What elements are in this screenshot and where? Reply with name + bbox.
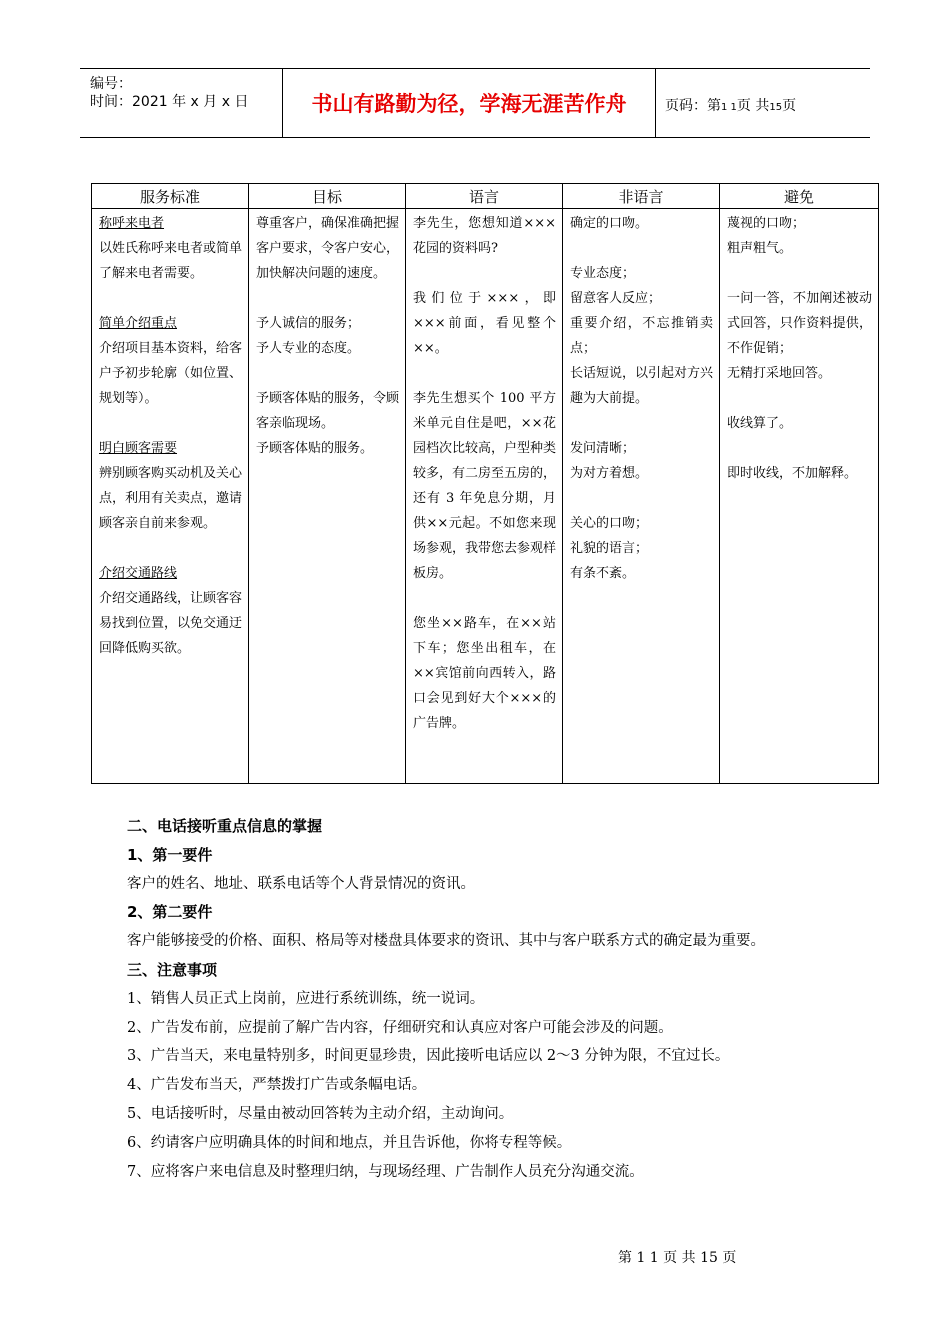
language-text: 您坐××路车，在××站下车；您坐出租车，在××宾馆前向西转入，路口会见到好大个×××的广告牌。 xyxy=(413,616,556,731)
header-non-language: 非语言 xyxy=(563,184,720,209)
note-item: 4、广告发布当天，严禁拨打广告或条幅电话。 xyxy=(127,1077,427,1094)
page-header xyxy=(80,68,870,138)
service-standard-table xyxy=(91,183,879,784)
non-language-text: 礼貌的语言； xyxy=(570,541,649,556)
time-label: 时间：2021 年 x 月 x 日 xyxy=(90,94,249,110)
goal-text: 尊重客户，确保准确把握客户要求，令客户安心，加快解决问题的速度。 xyxy=(256,216,400,281)
non-language-text: 发问清晰； xyxy=(570,441,636,456)
language-text: 李先生想买个 100 平方米单元自住是吧，××花园档次比较高，户型种类较多，有二房至五房的，还有 3 年免息分期，月供××元起。不如您来现场参观，我带您去参观样板房。 xyxy=(413,391,557,581)
note-item: 3、广告当天，来电量特别多，时间更显珍贵，因此接听电话应以 2～3 分钟为限，不宜过长。 xyxy=(127,1048,730,1065)
sub-heading: 2、第二要件 xyxy=(127,903,213,922)
page-number-header xyxy=(665,95,796,115)
cell-non-language xyxy=(563,209,720,784)
header-language: 语言 xyxy=(406,184,563,209)
table-header-row xyxy=(92,184,879,209)
goal-text: 予人诚信的服务； xyxy=(256,316,361,331)
cell-avoid xyxy=(720,209,879,784)
standard-title: 简单介绍重点 xyxy=(99,316,178,331)
sub-heading: 1、第一要件 xyxy=(127,845,213,864)
note-item: 1、销售人员正式上岗前，应进行系统训练，统一说词。 xyxy=(127,990,485,1007)
number-label: 编号： xyxy=(90,76,132,92)
note-item: 2、广告发布前，应提前了解广告内容，仔细研究和认真应对客户可能会涉及的问题。 xyxy=(127,1019,673,1036)
non-language-text: 长话短说，以引起对方兴趣为大前提。 xyxy=(570,366,714,406)
avoid-text: 无精打采地回答。 xyxy=(727,366,832,381)
non-language-text: 有条不紊。 xyxy=(570,566,636,581)
note-item: 6、约请客户应明确具体的时间和地点，并且告诉他，你将专程等候。 xyxy=(127,1134,572,1151)
standard-text: 以姓氏称呼来电者或简单了解来电者需要。 xyxy=(99,241,243,281)
standard-text: 辨别顾客购买动机及关心点，利用有关卖点，邀请顾客亲自前来参观。 xyxy=(99,466,243,531)
section-heading: 二、电话接听重点信息的掌握 xyxy=(127,817,323,835)
page-suffix: 页 xyxy=(782,98,797,114)
page-footer: 第 1 1 页 共 15 页 xyxy=(618,1250,737,1266)
paragraph: 客户的姓名、地址、联系电话等个人背景情况的资讯。 xyxy=(127,875,475,892)
avoid-text: 即时收线，不加解释。 xyxy=(727,466,858,481)
page-prefix: 页码：第 xyxy=(665,98,721,114)
standard-title: 明白顾客需要 xyxy=(99,441,178,456)
motto: 书山有路勤为径，学海无涯苦作舟 xyxy=(311,92,627,116)
header-motto-cell xyxy=(282,69,656,137)
cell-service-standard xyxy=(92,209,249,784)
non-language-text: 重要介绍，不忘推销卖点； xyxy=(570,316,713,356)
header-meta xyxy=(80,69,282,137)
cell-goal xyxy=(249,209,406,784)
non-language-text: 确定的口吻。 xyxy=(570,216,649,231)
cell-language xyxy=(406,209,563,784)
note-item: 5、电话接听时，尽量由被动回答转为主动介绍，主动询问。 xyxy=(127,1105,514,1122)
non-language-text: 留意客人反应； xyxy=(570,291,662,306)
non-language-text: 关心的口吻； xyxy=(570,516,649,531)
non-language-text: 专业态度； xyxy=(570,266,636,281)
language-text: 李先生，您想知道×××花园的资料吗? xyxy=(413,216,556,256)
header-goal: 目标 xyxy=(249,184,406,209)
goal-text: 予人专业的态度。 xyxy=(256,341,361,356)
avoid-text: 一问一答，不加阐述被动式回答，只作资料提供，不作促销； xyxy=(727,291,872,356)
page-total: 15 xyxy=(769,102,783,113)
goal-text: 予顾客体贴的服务，令顾客亲临现场。 xyxy=(256,391,400,431)
page-mid: 页 共 xyxy=(736,98,770,114)
avoid-text: 收线算了。 xyxy=(727,416,793,431)
standard-title: 称呼来电者 xyxy=(99,216,165,231)
section-heading: 三、注意事项 xyxy=(127,960,218,979)
non-language-text: 为对方着想。 xyxy=(570,466,649,481)
avoid-text: 蔑视的口吻； xyxy=(727,216,806,231)
avoid-text: 粗声粗气。 xyxy=(727,241,793,256)
standard-title: 介绍交通路线 xyxy=(99,566,178,581)
note-item: 7、应将客户来电信息及时整理归纳，与现场经理、广告制作人员充分沟通交流。 xyxy=(127,1163,644,1180)
header-service-standard: 服务标准 xyxy=(92,184,249,209)
goal-text: 予顾客体贴的服务。 xyxy=(256,441,374,456)
standard-text: 介绍交通路线，让顾客容易找到位置，以免交通迂回降低购买欲。 xyxy=(99,591,243,656)
table-row xyxy=(92,209,879,784)
body-content xyxy=(127,812,765,1186)
page-current: 1 1 xyxy=(721,102,737,113)
header-avoid: 避免 xyxy=(720,184,879,209)
standard-text: 介绍项目基本资料，给客户予初步轮廓（如位置、规划等）。 xyxy=(99,341,243,406)
language-text: 我们位于×××，即×××前面，看见整个××。 xyxy=(413,291,556,356)
paragraph: 客户能够接受的价格、面积、格局等对楼盘具体要求的资讯、其中与客户联系方式的确定最为重要。 xyxy=(127,933,765,950)
